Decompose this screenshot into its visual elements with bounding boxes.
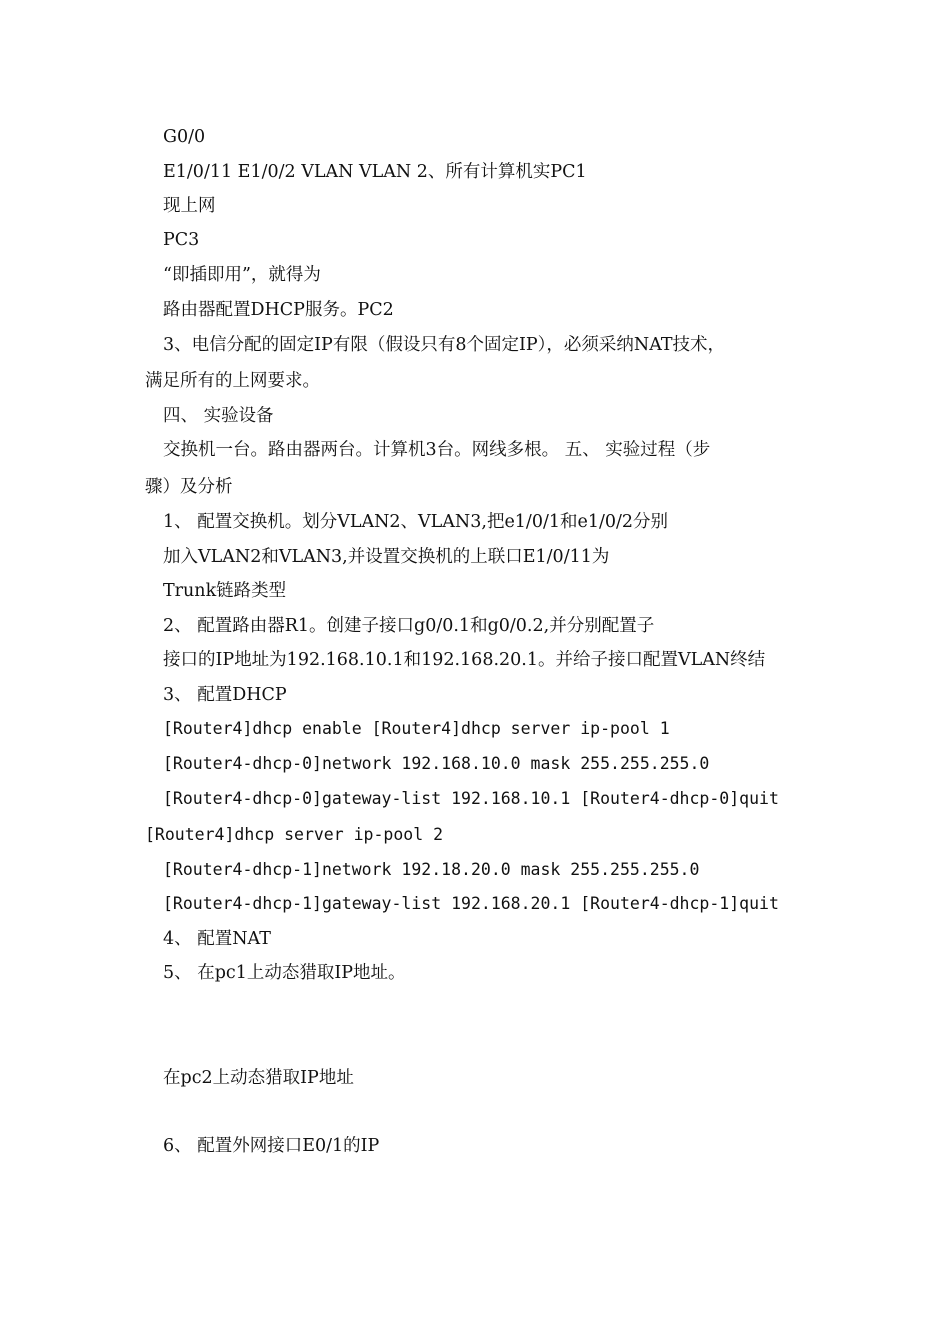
text-line: 5、 在pc1上动态猎取IP地址。 — [163, 963, 406, 983]
text-line: 2、 配置路由器R1。创建子接口g0/0.1和g0/0.2,并分别配置子 — [163, 616, 655, 636]
text-line: G0/0 — [163, 127, 206, 147]
text-line: 满足所有的上网要求。 — [145, 371, 320, 391]
text-line: 3、 配置DHCP — [163, 685, 287, 705]
text-line: Trunk链路类型 — [163, 581, 287, 601]
text-line: 6、 配置外网接口E0/1的IP — [163, 1136, 380, 1156]
section-heading: 四、 实验设备 — [163, 406, 274, 426]
text-line: 现上网 — [163, 196, 216, 216]
text-line: PC3 — [163, 230, 200, 250]
text-line: 3、电信分配的固定IP有限（假设只有8个固定IP），必须采纳NAT技术， — [163, 335, 726, 355]
text-line: 在pc2上动态猎取IP地址 — [163, 1068, 354, 1088]
code-line: [Router4-dhcp-0]gateway-list 192.168.10.1 [Router4-dhcp-0]quit — [163, 789, 779, 808]
code-line: [Router4]dhcp server ip-pool 2 — [145, 825, 444, 844]
text-line: 接口的IP地址为192.168.10.1和192.168.20.1。并给子接口配置VLAN终结 — [163, 650, 766, 670]
text-line: 交换机一台。路由器两台。计算机3台。网线多根。 五、 实验过程（步 — [163, 440, 711, 460]
code-line: [Router4-dhcp-0]network 192.168.10.0 mask 255.255.255.0 — [163, 754, 710, 773]
text-line: 4、 配置NAT — [163, 929, 271, 949]
text-line: 骤）及分析 — [145, 477, 233, 497]
code-line: [Router4-dhcp-1]gateway-list 192.168.20.1 [Router4-dhcp-1]quit — [163, 894, 779, 913]
code-line: [Router4]dhcp enable [Router4]dhcp server ip-pool 1 — [163, 719, 670, 738]
text-line: 1、 配置交换机。划分VLAN2、VLAN3,把e1/0/1和e1/0/2分别 — [163, 512, 669, 532]
text-line: 路由器配置DHCP服务。PC2 — [163, 300, 394, 320]
code-line: [Router4-dhcp-1]network 192.18.20.0 mask 255.255.255.0 — [163, 860, 700, 879]
text-line: 加入VLAN2和VLAN3,并设置交换机的上联口E1/0/11为 — [163, 547, 610, 567]
text-line: “即插即用”，就得为 — [163, 265, 321, 285]
text-line: E1/0/11 E1/0/2 VLAN VLAN 2、所有计算机实PC1 — [163, 162, 587, 182]
